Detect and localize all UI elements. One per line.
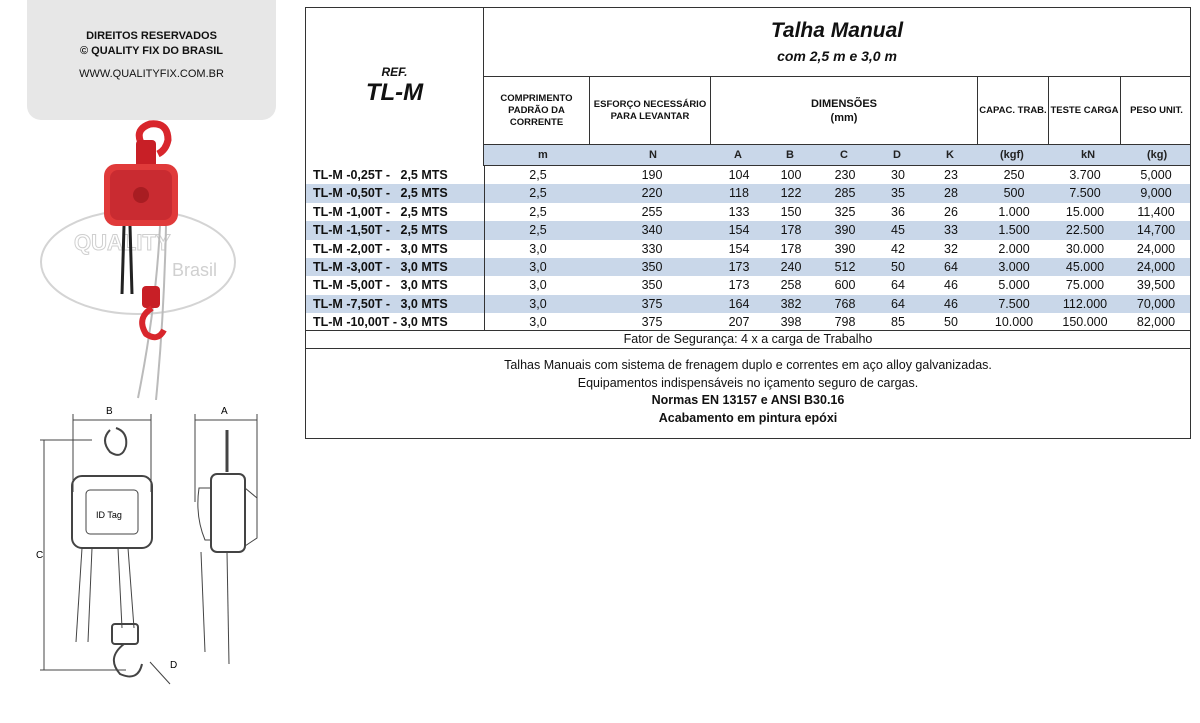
- row-cell: 24,000: [1136, 241, 1176, 256]
- row-ref: TL-M -3,00T - 3,0 MTS: [313, 260, 448, 274]
- row-cell: 45: [891, 223, 905, 238]
- row-cell: 39,500: [1136, 278, 1176, 293]
- row-cell: 207: [728, 315, 750, 330]
- row-cell: 33: [944, 223, 958, 238]
- side-view-diagram: [185, 402, 280, 720]
- col-head-chain: COMPRIMENTO PADRÃO DA CORRENTE: [484, 77, 590, 144]
- ref-label: REF.: [381, 65, 408, 79]
- table-row: [306, 221, 1190, 239]
- unit-dim-b: B: [786, 149, 794, 161]
- row-cell: 46: [944, 296, 958, 311]
- units-row: [484, 144, 1190, 166]
- row-cell: 2,5: [529, 168, 547, 182]
- row-cell: 390: [834, 241, 856, 256]
- row-cell: 32: [944, 241, 958, 256]
- row-cell: 64: [891, 296, 905, 311]
- website-url[interactable]: WWW.QUALITYFIX.COM.BR: [79, 68, 224, 80]
- row-cell: 600: [834, 278, 856, 293]
- row-cell: 798: [834, 315, 856, 330]
- table-row: [306, 184, 1190, 202]
- row-cell: 250: [1003, 168, 1025, 182]
- row-cell: 350: [641, 278, 663, 293]
- row-cell: 7.500: [998, 296, 1030, 311]
- dimension-label-a: A: [221, 406, 228, 417]
- table-title: Talha Manual: [770, 19, 904, 42]
- row-cell: 173: [728, 278, 750, 293]
- col-head-dimensions: [711, 77, 978, 144]
- row-cell: 122: [780, 186, 802, 201]
- table-title-block: [484, 8, 1190, 77]
- row-cell: 50: [944, 315, 958, 330]
- row-cell: 178: [780, 223, 802, 238]
- row-cell: 258: [780, 278, 802, 293]
- unit-dim-c: C: [840, 149, 848, 161]
- row-ref: TL-M -5,00T - 3,0 MTS: [313, 278, 448, 293]
- row-cell: 382: [780, 296, 802, 311]
- row-cell: 30: [891, 168, 905, 182]
- col-head-capacity: CAPAC. TRAB.: [978, 77, 1049, 144]
- row-cell: 150.000: [1062, 315, 1108, 330]
- row-cell: 64: [944, 260, 958, 274]
- row-cell: 133: [728, 204, 750, 219]
- row-cell: 512: [834, 260, 856, 274]
- row-cell: 390: [834, 223, 856, 238]
- row-cell: 9,000: [1140, 186, 1172, 201]
- row-cell: 104: [728, 168, 750, 182]
- row-cell: 11,400: [1137, 204, 1175, 219]
- col-head-weight: PESO UNIT.: [1130, 104, 1183, 116]
- col-head-test-load: TESTE CARGA: [1049, 77, 1121, 144]
- row-cell: 45.000: [1065, 260, 1105, 274]
- copyright-line-2: © QUALITY FIX DO BRASIL: [80, 45, 223, 57]
- row-cell: 30.000: [1065, 241, 1105, 256]
- row-cell: 5.000: [998, 278, 1030, 293]
- row-cell: 3,0: [529, 296, 547, 311]
- watermark-text-brasil: Brasil: [172, 260, 218, 280]
- row-ref: TL-M -0,25T - 2,5 MTS: [313, 168, 448, 182]
- row-cell: 10.000: [994, 315, 1034, 330]
- row-cell: 375: [641, 315, 663, 330]
- copyright-box: [27, 0, 276, 120]
- row-cell: 23: [944, 168, 958, 182]
- row-cell: 150: [780, 204, 802, 219]
- row-cell: 2,5: [529, 186, 547, 201]
- row-cell: 375: [641, 296, 663, 311]
- unit-dim-d: D: [893, 149, 901, 161]
- row-cell: 330: [641, 241, 663, 256]
- row-cell: 5,000: [1140, 168, 1172, 182]
- spec-table: [305, 7, 1191, 439]
- dimensions-label: DIMENSÕES: [810, 97, 877, 110]
- row-cell: 178: [780, 241, 802, 256]
- row-cell: 285: [834, 186, 856, 201]
- row-cell: 2,5: [529, 223, 547, 238]
- row-ref: TL-M -2,00T - 3,0 MTS: [313, 241, 448, 256]
- dimension-label-d: D: [170, 660, 178, 671]
- row-ref: TL-M -7,50T - 3,0 MTS: [313, 296, 448, 311]
- row-cell: 100: [780, 168, 802, 182]
- row-cell: 500: [1003, 186, 1025, 201]
- unit-weight: (kg): [1147, 149, 1168, 161]
- row-cell: 190: [641, 168, 663, 182]
- row-cell: 3,0: [529, 260, 547, 274]
- hoist-body: [104, 164, 178, 226]
- row-cell: 768: [834, 296, 856, 311]
- note-brake-system: Talhas Manuais com sistema de frenagem duplo e correntes em aço alloy galvanizadas.: [504, 358, 992, 372]
- row-cell: 230: [834, 168, 856, 182]
- dimensions-unit: (mm): [830, 111, 858, 124]
- note-standards: Normas EN 13157 e ANSI B30.16: [651, 393, 845, 407]
- table-row: [306, 203, 1190, 221]
- unit-dim-a: A: [734, 149, 742, 161]
- ref-code: TL-M: [365, 79, 424, 106]
- row-cell: 26: [944, 204, 958, 219]
- row-cell: 3,0: [529, 241, 547, 256]
- row-cell: 64: [891, 278, 905, 293]
- row-cell: 85: [891, 315, 905, 330]
- unit-chain: m: [538, 149, 548, 161]
- row-cell: 42: [891, 241, 905, 256]
- row-cell: 70,000: [1136, 296, 1176, 311]
- row-cell: 112.000: [1062, 296, 1108, 311]
- row-cell: 35: [891, 186, 905, 201]
- row-cell: 2.000: [998, 241, 1030, 256]
- col-head-effort: ESFORÇO NECESSÁRIO PARA LEVANTAR: [590, 77, 711, 144]
- row-cell: 3.700: [1069, 168, 1101, 182]
- table-row: [306, 240, 1190, 258]
- table-row: [306, 313, 1190, 331]
- copyright-line-1: DIREITOS RESERVADOS: [86, 30, 217, 42]
- note-finish: Acabamento em pintura epóxi: [658, 410, 838, 425]
- col-divider: [484, 166, 485, 330]
- unit-test-load: kN: [1081, 149, 1096, 161]
- row-cell: 240: [780, 260, 802, 274]
- unit-effort: N: [649, 149, 657, 161]
- watermark-text-quality: QUALITY: [74, 230, 171, 255]
- row-cell: 1.000: [998, 204, 1030, 219]
- row-cell: 50: [891, 260, 905, 274]
- row-cell: 14,700: [1136, 223, 1176, 238]
- row-cell: 24,000: [1136, 260, 1176, 274]
- row-cell: 22.500: [1065, 223, 1105, 238]
- front-view-diagram: [30, 402, 180, 720]
- row-cell: 325: [834, 204, 856, 219]
- table-row: [306, 258, 1190, 276]
- row-cell: 3.000: [998, 260, 1030, 274]
- row-cell: 46: [944, 278, 958, 293]
- row-cell: 15.000: [1065, 204, 1105, 219]
- table-row: [306, 276, 1190, 294]
- top-hook-icon: [136, 124, 168, 170]
- row-cell: 3,0: [529, 278, 547, 293]
- table-row: [306, 295, 1190, 313]
- row-cell: 1.500: [998, 223, 1030, 238]
- row-cell: 255: [641, 204, 663, 219]
- row-cell: 7.500: [1069, 186, 1101, 201]
- row-ref: TL-M -0,50T - 2,5 MTS: [313, 186, 448, 201]
- id-tag-label: ID Tag: [96, 510, 122, 520]
- row-cell: 220: [641, 186, 663, 201]
- notes-block: [306, 357, 1190, 427]
- dimension-label-b: B: [106, 406, 113, 417]
- row-cell: 173: [728, 260, 750, 274]
- row-cell: 154: [728, 223, 750, 238]
- hoist-photo: [40, 118, 280, 400]
- row-ref: TL-M -1,00T - 2,5 MTS: [313, 204, 448, 219]
- row-cell: 350: [641, 260, 663, 274]
- row-cell: 340: [641, 223, 663, 238]
- row-cell: 154: [728, 241, 750, 256]
- row-cell: 28: [944, 186, 958, 201]
- row-cell: 3,0: [529, 315, 547, 330]
- row-cell: 398: [780, 315, 802, 330]
- row-cell: 36: [891, 204, 905, 219]
- table-row: [306, 166, 1190, 184]
- row-cell: 164: [728, 296, 750, 311]
- ref-header: [306, 8, 484, 166]
- unit-capacity: (kgf): [1000, 149, 1024, 161]
- dimension-label-c: C: [36, 550, 44, 561]
- row-cell: 2,5: [529, 204, 547, 219]
- unit-dim-k: K: [946, 149, 954, 161]
- row-cell: 82,000: [1136, 315, 1176, 330]
- safety-factor: Fator de Segurança: 4 x a carga de Trabalho: [306, 330, 1190, 349]
- table-subtitle: com 2,5 m e 3,0 m: [777, 48, 897, 64]
- row-cell: 118: [729, 186, 749, 201]
- note-equipment: Equipamentos indispensáveis no içamento seguro de cargas.: [577, 375, 919, 390]
- left-panel: [0, 0, 290, 723]
- row-cell: 75.000: [1065, 278, 1105, 293]
- row-ref: TL-M -10,00T - 3,0 MTS: [313, 315, 448, 330]
- row-ref: TL-M -1,50T - 2,5 MTS: [313, 223, 448, 238]
